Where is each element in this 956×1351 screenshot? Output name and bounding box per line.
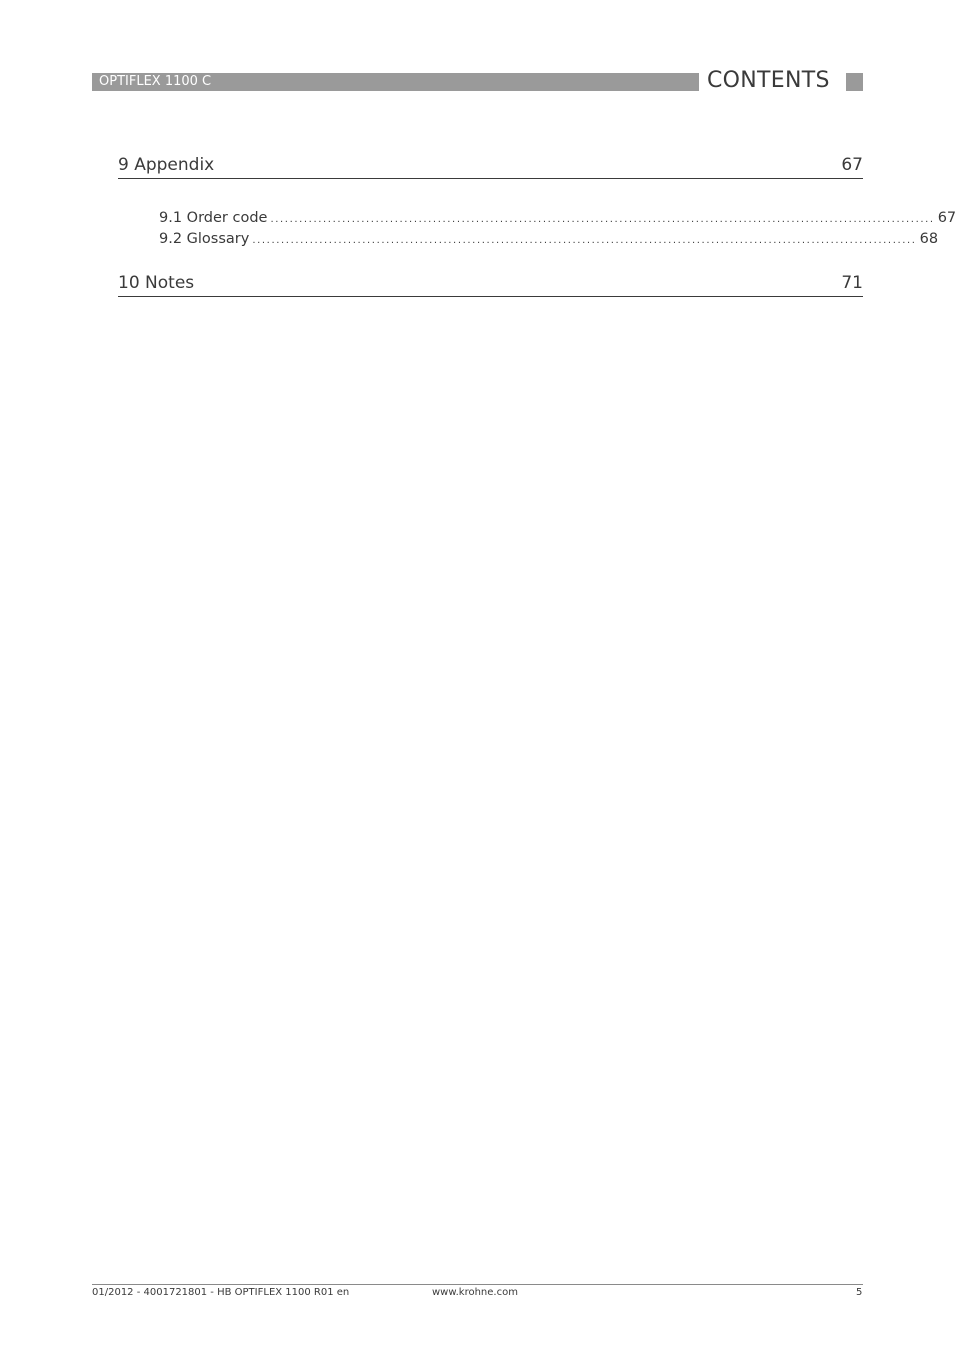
- toc-section-order-code[interactable]: [159, 208, 956, 228]
- toc-section-title: 9.1 Order code: [159, 210, 268, 226]
- toc-chapter-appendix[interactable]: [118, 154, 863, 179]
- toc-section-page: 67: [937, 210, 956, 226]
- footer-page-number: 5: [856, 1287, 863, 1298]
- toc-section-title: 9.2 Glossary: [159, 231, 250, 247]
- toc-chapter-title: 9 Appendix: [118, 155, 215, 175]
- toc-leader-dots: ...........................................................................................................................................: [270, 214, 935, 225]
- footer-website: www.krohne.com: [432, 1287, 518, 1298]
- header-square-marker: [846, 73, 863, 91]
- toc-chapter-notes[interactable]: [118, 272, 863, 297]
- toc-chapter-title: 10 Notes: [118, 273, 195, 293]
- footer-divider: [92, 1284, 863, 1285]
- toc-chapter-page: 71: [841, 273, 863, 293]
- footer-doc-reference: 01/2012 - 4001721801 - HB OPTIFLEX 1100 R01 en: [92, 1287, 350, 1298]
- header-product-name: OPTIFLEX 1100 C: [99, 74, 212, 89]
- toc-section-glossary[interactable]: [159, 229, 939, 249]
- toc-section-page: 68: [919, 231, 939, 247]
- toc-chapter-page: 67: [841, 155, 863, 175]
- page-title: CONTENTS: [707, 68, 830, 93]
- toc-leader-dots: ...........................................................................................................................................: [252, 235, 917, 246]
